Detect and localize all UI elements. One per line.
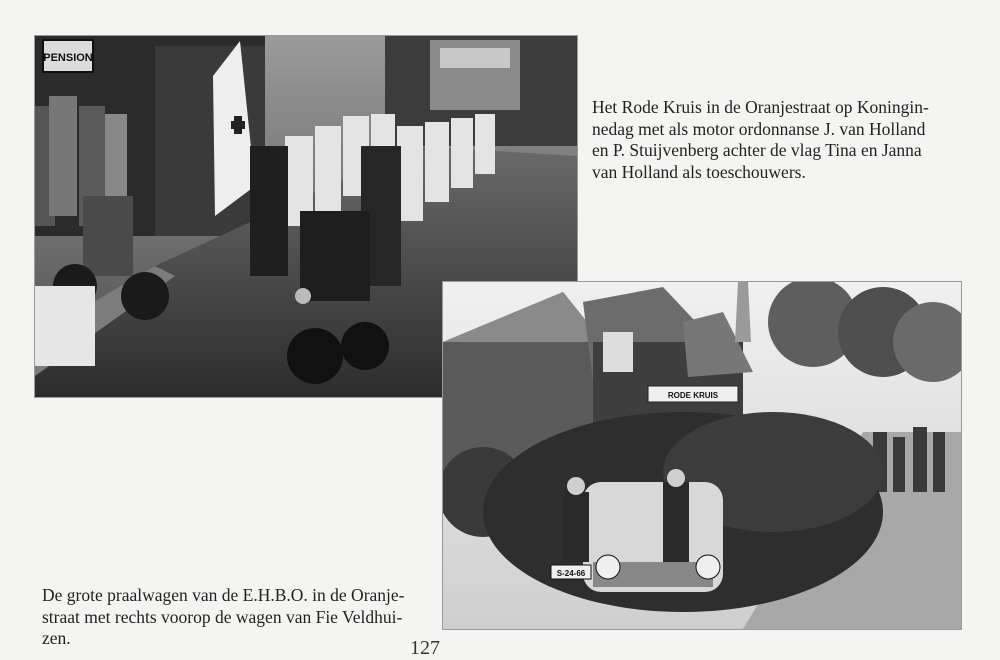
photo-ehbo-float [443, 282, 961, 629]
caption-red-cross-parade: Het Rode Kruis in de Oranjestraat op Koningin- nedag met als motor ordonnanse J. van Holland en P. Stuijvenberg achter de vlag Tina en Janna van Holland als toeschouwers. [592, 97, 929, 182]
page-number: 127 [410, 637, 440, 659]
pension-sign-text: PENSION [43, 52, 93, 64]
license-plate-text: S-24-66 [556, 569, 586, 578]
caption-ehbo-float: De grote praalwagen van de E.H.B.O. in de Oranje- straat met rechts voorop de wagen van Fie Veldhui- zen. [42, 585, 405, 648]
float-banner-text: RODE KRUIS [667, 391, 719, 400]
